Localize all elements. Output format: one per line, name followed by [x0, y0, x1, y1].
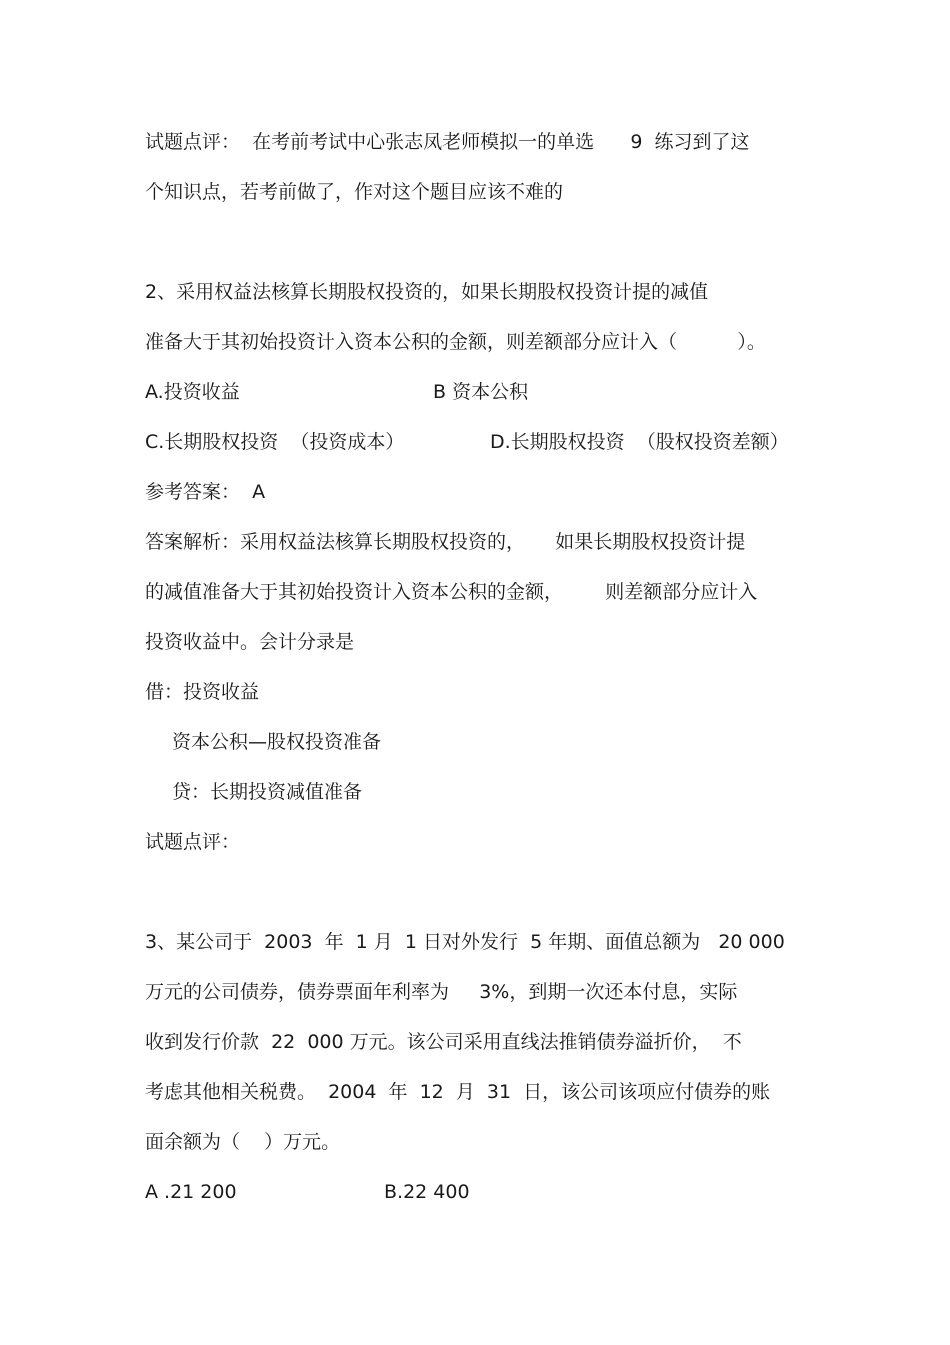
q2-option-c: C.长期股权投资 （投资成本） [145, 431, 405, 453]
q2-entry-debit: 借：投资收益 [145, 681, 260, 703]
q2-entry-credit: 贷：长期投资减值准备 [172, 781, 363, 803]
q2-option-a: A.投资收益 [145, 381, 240, 403]
q2-option-b: B 资本公积 [433, 381, 529, 403]
q3-stem-line4: 考虑其他相关税费。 2004 年 12 月 31 日，该公司该项应付债券的账 [145, 1081, 771, 1103]
q3-stem-line3: 收到发行价款 22 000 万元。该公司采用直线法推销债券溢折价， 不 [145, 1031, 742, 1053]
q2-comment: 试题点评： [145, 831, 241, 853]
q1-comment-line2: 个知识点，若考前做了，作对这个题目应该不难的 [145, 181, 564, 203]
q2-entry-debit2: 资本公积—股权投资准备 [172, 731, 382, 753]
q3-stem-line2: 万元的公司债券，债券票面年利率为 3%，到期一次还本付息，实际 [145, 981, 738, 1003]
q2-stem-line1: 2、采用权益法核算长期股权投资的，如果长期股权投资计提的减值 [145, 281, 709, 303]
q2-analysis-line2: 的减值准备大于其初始投资计入资本公积的金额， 则差额部分应计入 [145, 581, 758, 603]
q1-comment-line1: 试题点评： 在考前考试中心张志凤老师模拟一的单选 9 练习到了这 [145, 131, 750, 153]
q2-answer: 参考答案： A [145, 481, 266, 503]
q2-stem-line2: 准备大于其初始投资计入资本公积的金额，则差额部分应计入（ ）。 [145, 331, 766, 353]
q2-analysis-line3: 投资收益中。会计分录是 [145, 631, 355, 653]
q3-option-b: B.22 400 [384, 1181, 470, 1203]
q2-option-d: D.长期股权投资 （股权投资差额） [490, 431, 789, 453]
q3-stem-line5: 面余额为（ ）万元。 [145, 1131, 341, 1153]
q2-analysis-line1: 答案解析：采用权益法核算长期股权投资的， 如果长期股权投资计提 [145, 531, 746, 553]
q3-option-a: A .21 200 [145, 1181, 237, 1203]
q3-stem-line1: 3、某公司于 2003 年 1 月 1 日对外发行 5 年期、面值总额为 20 000 [145, 931, 785, 953]
